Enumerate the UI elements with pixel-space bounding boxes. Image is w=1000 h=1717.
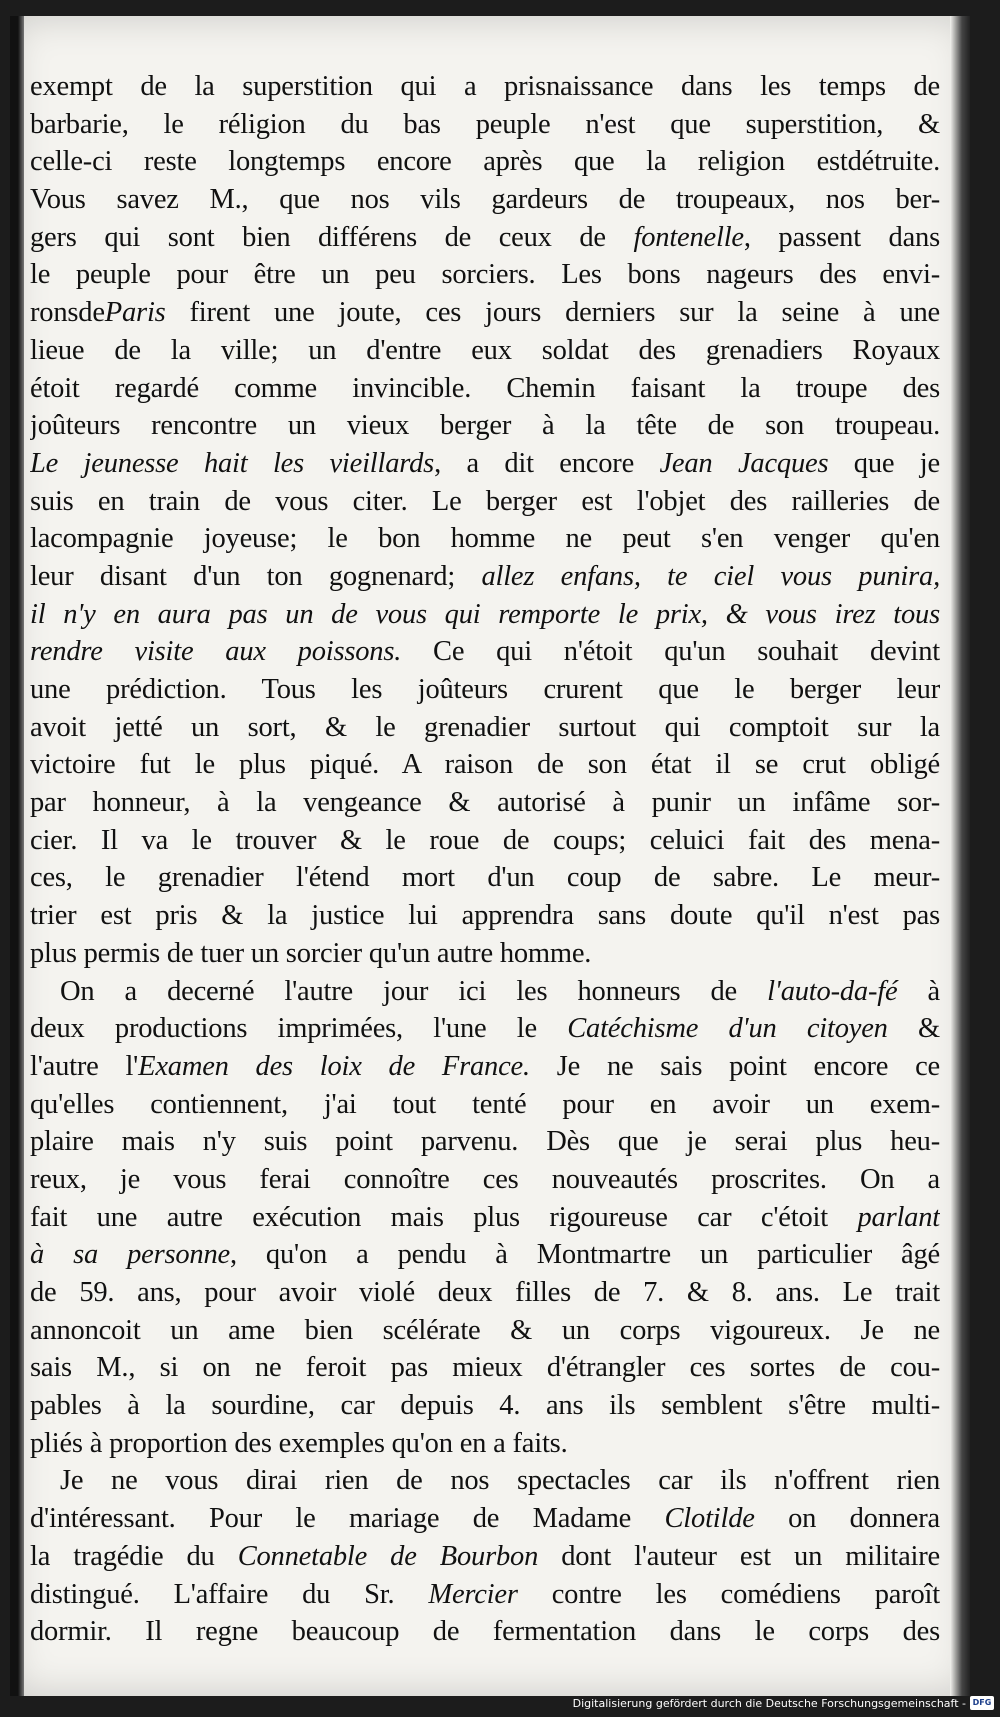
- italic-text-segment: allez enfans, te ciel vous punira,: [481, 560, 940, 592]
- text-segment: ces, le grenadier l'étend mort d'un coup de sabre. Le meur-: [30, 862, 940, 894]
- italic-text-segment: Jean Jacques: [659, 447, 829, 479]
- text-line: [30, 1500, 940, 1538]
- text-segment: avoit jetté un sort, & le grenadier surtout qui comptoit sur la: [30, 711, 940, 743]
- text-segment: lieue de la ville; un d'entre eux soldat des grenadiers Royaux: [30, 334, 940, 366]
- italic-text-segment: Paris: [104, 297, 166, 329]
- text-line: [30, 1349, 940, 1387]
- text-segment: barbarie, le réligion du bas peuple n'est que superstition, &: [30, 108, 940, 140]
- text-line: [30, 1274, 940, 1312]
- text-segment: contre les comédiens paroît: [517, 1578, 940, 1610]
- text-segment: pliés à proportion des exemples qu'on en a faits.: [30, 1427, 568, 1459]
- text-segment: gers qui sont bien différens de ceux de: [30, 221, 634, 253]
- text-line: [30, 143, 940, 181]
- text-segment: fait une autre exécution mais plus rigoureuse car c'étoit: [30, 1201, 858, 1233]
- text-line: [30, 1161, 940, 1199]
- text-line: [30, 68, 940, 106]
- text-segment: sais M., si on ne feroit pas mieux d'étrangler ces sortes de cou-: [30, 1352, 940, 1384]
- italic-text-segment: Connetable de Bourbon: [237, 1540, 539, 1572]
- text-line: [30, 746, 940, 784]
- text-line: [30, 1576, 940, 1614]
- text-segment: la tragédie du: [30, 1540, 238, 1572]
- italic-text-segment: il n'y en aura pas un de vous qui remporte le prix, & vous irez tous: [30, 598, 940, 630]
- text-segment: Vous savez M., que nos vils gardeurs de troupeaux, nos ber-: [30, 184, 940, 216]
- text-segment: Je ne vous dirai rien de nos spectacles car ils n'offrent rien: [60, 1465, 940, 1497]
- text-line: [30, 181, 940, 219]
- italic-text-segment: Mercier: [428, 1578, 518, 1610]
- text-segment: ronsde: [30, 297, 105, 329]
- text-line: [30, 1010, 940, 1048]
- text-segment: l'autre l': [30, 1050, 139, 1082]
- footer-credit: Digitalisierung gefördert durch die Deutsche Forschungsgemeinschaft -: [572, 1697, 966, 1710]
- text-line: [30, 1425, 940, 1463]
- italic-text-segment: fontenelle: [633, 221, 744, 253]
- text-segment: plus permis de tuer un sorcier qu'un autre homme.: [30, 937, 592, 969]
- text-line: [30, 596, 940, 634]
- text-segment: cier. Il va le trouver & le roue de coups; celuici fait des mena-: [30, 824, 940, 856]
- text-line: [30, 784, 940, 822]
- text-line: [30, 219, 940, 257]
- book-page: [10, 16, 970, 1696]
- text-segment: Je ne sais point encore ce: [529, 1050, 940, 1082]
- text-line: [30, 520, 940, 558]
- italic-text-segment: Catéchisme d'un citoyen: [567, 1013, 888, 1045]
- text-segment: firent une joute, ces jours derniers sur la seine à une: [165, 297, 940, 329]
- text-segment: annoncoit un ame bien scélérate & un corps vigoureux. Je ne: [30, 1314, 940, 1346]
- text-segment: à: [897, 975, 940, 1007]
- text-line: [30, 294, 940, 332]
- text-segment: trier est pris & la justice lui apprendra sans doute qu'il n'est pas: [30, 900, 940, 932]
- italic-text-segment: Le jeunesse hait les vieillards: [30, 447, 435, 479]
- text-segment: , a dit encore: [434, 447, 660, 479]
- digitization-footer: [0, 1694, 1000, 1714]
- text-segment: On a decerné l'autre jour ici les honneurs de: [60, 975, 768, 1007]
- text-line: [30, 483, 940, 521]
- italic-text-segment: Clotilde: [664, 1503, 755, 1535]
- text-line: [30, 1048, 940, 1086]
- text-line: [30, 256, 940, 294]
- text-line: [30, 1086, 940, 1124]
- italic-text-segment: Examen des loix de France.: [138, 1050, 530, 1082]
- text-segment: , passent dans: [743, 221, 940, 253]
- text-segment: reux, je vous ferai connoître ces nouveautés proscrites. On a: [30, 1163, 940, 1195]
- text-segment: que je: [828, 447, 940, 479]
- italic-text-segment: rendre visite aux poissons.: [30, 636, 402, 668]
- dfg-logo-icon: DFG: [970, 1696, 994, 1710]
- text-segment: une prédiction. Tous les joûteurs crurent que le berger leur: [30, 674, 940, 705]
- text-segment: dont l'auteur est un militaire: [538, 1540, 940, 1572]
- text-line: [30, 445, 940, 483]
- text-line: [30, 558, 940, 596]
- text-segment: &: [887, 1013, 940, 1045]
- page-binding-edge: [10, 16, 24, 1696]
- text-line: [30, 1387, 940, 1425]
- italic-text-segment: parlant: [857, 1201, 940, 1233]
- text-line: [30, 1236, 940, 1274]
- text-segment: joûteurs rencontre un vieux berger à la tête de son troupeau.: [30, 410, 940, 442]
- text-segment: dormir. Il regne beaucoup de fermentation dans le corps des: [30, 1616, 940, 1648]
- page-outer-edge: [950, 16, 970, 1696]
- text-line: [30, 822, 940, 860]
- text-line: [30, 973, 940, 1011]
- text-segment: le peuple pour être un peu sorciers. Les bons nageurs des envi-: [30, 259, 940, 291]
- text-segment: victoire fut le plus piqué. A raison de son état il se crut obligé: [30, 749, 940, 781]
- text-line: [30, 106, 940, 144]
- italic-text-segment: à sa personne: [30, 1239, 230, 1271]
- text-line: [30, 671, 940, 709]
- text-segment: Ce qui n'étoit qu'un souhait devint: [401, 636, 940, 668]
- text-segment: par honneur, à la vengeance & autorisé à punir un infâme sor-: [30, 787, 940, 819]
- text-segment: celle-ci reste longtemps encore après que la religion estdétruite.: [30, 146, 940, 178]
- text-line: [30, 1123, 940, 1161]
- text-segment: distingué. L'affaire du Sr.: [30, 1578, 429, 1610]
- text-segment: d'intéressant. Pour le mariage de Madame: [30, 1503, 665, 1535]
- text-line: [30, 1312, 940, 1350]
- text-segment: suis en train de vous citer. Le berger est l'objet des railleries de: [30, 485, 940, 517]
- text-line: [30, 407, 940, 445]
- text-line: [30, 1613, 940, 1651]
- page-body-text: [30, 68, 940, 1651]
- text-segment: de 59. ans, pour avoir violé deux filles de 7. & 8. ans. Le trait: [30, 1277, 940, 1308]
- text-segment: pables à la sourdine, car depuis 4. ans ils semblent s'être multi-: [30, 1390, 940, 1422]
- text-segment: qu'elles contiennent, j'ai tout tenté pour en avoir un exem-: [30, 1088, 940, 1120]
- text-segment: lacompagnie joyeuse; le bon homme ne peut s'en venger qu'en: [30, 523, 940, 555]
- text-segment: étoit regardé comme invincible. Chemin faisant la troupe des: [30, 372, 940, 404]
- text-line: [30, 897, 940, 935]
- text-line: [30, 370, 940, 408]
- text-line: [30, 709, 940, 747]
- text-line: [30, 332, 940, 370]
- text-line: [30, 859, 940, 897]
- text-line: [30, 1199, 940, 1237]
- text-segment: on donnera: [754, 1503, 940, 1535]
- text-line: [30, 633, 940, 671]
- text-line: [30, 1538, 940, 1576]
- italic-text-segment: l'auto-da-fé: [767, 975, 898, 1007]
- text-line: [30, 935, 940, 973]
- text-line: [30, 1462, 940, 1500]
- text-segment: leur disant d'un ton gognenard;: [30, 560, 482, 592]
- text-segment: , qu'on a pendu à Montmartre un particulier âgé: [229, 1239, 940, 1271]
- text-segment: exempt de la superstition qui a prisnaissance dans les temps de: [30, 71, 940, 102]
- text-segment: plaire mais n'y suis point parvenu. Dès que je serai plus heu-: [30, 1126, 940, 1158]
- text-segment: deux productions imprimées, l'une le: [30, 1013, 568, 1045]
